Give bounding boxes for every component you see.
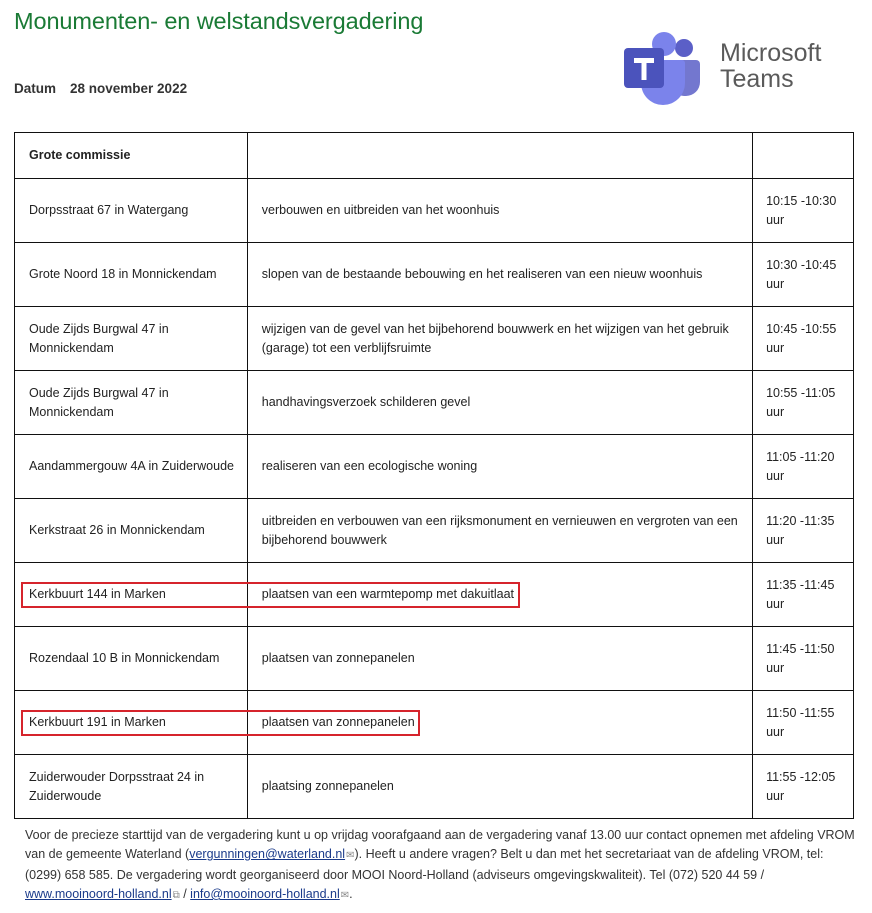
table-row (15, 627, 854, 691)
logo-wordmark (720, 40, 821, 92)
time-range: 11:20 -11:35 (766, 513, 835, 528)
schedule-table (14, 132, 854, 819)
description-cell: slopen van de bestaande bebouwing en het realiseren van een nieuw woonhuis (247, 243, 752, 307)
time-cell (753, 179, 854, 243)
address-cell: Kerkbuurt 144 in Marken (15, 563, 248, 627)
website-link-mooi[interactable]: www.mooinoord-holland.nl (25, 886, 172, 901)
description-cell: wijzigen van de gevel van het bijbehorend bouwwerk en het wijzigen van het gebruik (garage) tot een verblijfsruimte (247, 307, 752, 371)
description-cell: verbouwen en uitbreiden van het woonhuis (247, 179, 752, 243)
time-range: 11:50 -11:55 (766, 705, 835, 720)
table-row (15, 755, 854, 819)
teams-icon (622, 30, 712, 110)
address-cell: Zuiderwouder Dorpsstraat 24 in Zuiderwoude (15, 755, 248, 819)
time-range: 11:55 -12:05 (766, 769, 836, 784)
table-row (15, 435, 854, 499)
address-cell: Aandammergouw 4A in Zuiderwoude (15, 435, 248, 499)
footer-text: ). Heeft u andere vragen? Belt u dan met het secretariaat van de afdeling VROM, tel: (0299) 658 585. De vergadering wordt georganiseerd door MOOI Noord-Holland (adviseurs omgevingskwaliteit). Tel (072) 520 44 59 / (25, 847, 824, 882)
footer-note (25, 826, 857, 905)
address-cell: Oude Zijds Burgwal 47 in Monnickendam (15, 371, 248, 435)
time-cell (753, 243, 854, 307)
address-cell: Grote Noord 18 in Monnickendam (15, 243, 248, 307)
description-cell: plaatsing zonnepanelen (247, 755, 752, 819)
address-cell: Dorpsstraat 67 in Watergang (15, 179, 248, 243)
description-cell: uitbreiden en verbouwen van een rijksmonument en vernieuwen en vergroten van een bijbehorend bouwwerk (247, 499, 752, 563)
table-header-row (15, 133, 854, 179)
footer-text: Voor de precieze starttijd van de vergadering kunt u op vrijdag voorafgaand aan de vergadering vanaf 13.00 uur contact opnemen met afdeling VROM van de gemeente Waterland ( (25, 828, 855, 862)
time-range: 11:05 -11:20 (766, 449, 835, 464)
address-cell: Kerkstraat 26 in Monnickendam (15, 499, 248, 563)
external-link-icon: ⧉ (172, 889, 180, 901)
time-range: 11:35 -11:45 (766, 577, 835, 592)
table-row (15, 499, 854, 563)
time-cell (753, 563, 854, 627)
time-unit: uur (766, 404, 785, 419)
microsoft-teams-logo (622, 30, 837, 110)
time-unit: uur (766, 212, 785, 227)
time-cell (753, 499, 854, 563)
mail-icon: ✉ (346, 850, 355, 862)
description-cell: plaatsen van zonnepanelen (247, 627, 752, 691)
time-range: 10:30 -10:45 (766, 257, 837, 272)
mail-icon: ✉ (340, 889, 350, 901)
time-range: 11:45 -11:50 (766, 641, 835, 656)
time-range: 10:15 -10:30 (766, 193, 837, 208)
header-empty-cell (247, 133, 752, 179)
time-unit: uur (766, 468, 785, 483)
date-value: 28 november 2022 (70, 81, 188, 96)
description-cell: handhavingsverzoek schilderen gevel (247, 371, 752, 435)
time-cell (753, 435, 854, 499)
table-row (15, 307, 854, 371)
time-cell (753, 307, 854, 371)
description-cell: plaatsen van zonnepanelen (247, 691, 752, 755)
time-unit: uur (766, 340, 785, 355)
time-unit: uur (766, 788, 785, 803)
time-unit: uur (766, 660, 785, 675)
time-range: 10:45 -10:55 (766, 321, 837, 336)
address-cell: Oude Zijds Burgwal 47 in Monnickendam (15, 307, 248, 371)
page-title: Monumenten- en welstandsvergadering (14, 8, 424, 34)
description-cell: plaatsen van een warmtepomp met dakuitlaat (247, 563, 752, 627)
table-row (15, 179, 854, 243)
time-unit: uur (766, 724, 785, 739)
meeting-date (14, 81, 187, 96)
footer-separator: / (179, 886, 191, 901)
table-row (15, 691, 854, 755)
logo-text-microsoft: Microsoft (720, 39, 822, 67)
footer-text: . (349, 886, 353, 901)
time-cell (753, 755, 854, 819)
email-link-waterland[interactable]: vergunningen@waterland.nl (189, 847, 346, 862)
time-cell (753, 691, 854, 755)
email-link-mooi[interactable]: info@mooinoord-holland.nl (190, 886, 340, 901)
table-row (15, 371, 854, 435)
time-cell (753, 627, 854, 691)
logo-text-teams: Teams (720, 65, 794, 93)
time-cell (753, 371, 854, 435)
description-cell: realiseren van een ecologische woning (247, 435, 752, 499)
table-row (15, 243, 854, 307)
time-unit: uur (766, 532, 785, 547)
address-cell: Rozendaal 10 B in Monnickendam (15, 627, 248, 691)
time-unit: uur (766, 596, 785, 611)
table-row (15, 563, 854, 627)
time-range: 10:55 -11:05 (766, 385, 836, 400)
address-cell: Kerkbuurt 191 in Marken (15, 691, 248, 755)
header-empty-cell (753, 133, 854, 179)
committee-header: Grote commissie (15, 133, 248, 179)
time-unit: uur (766, 276, 785, 291)
date-label: Datum (14, 81, 57, 96)
